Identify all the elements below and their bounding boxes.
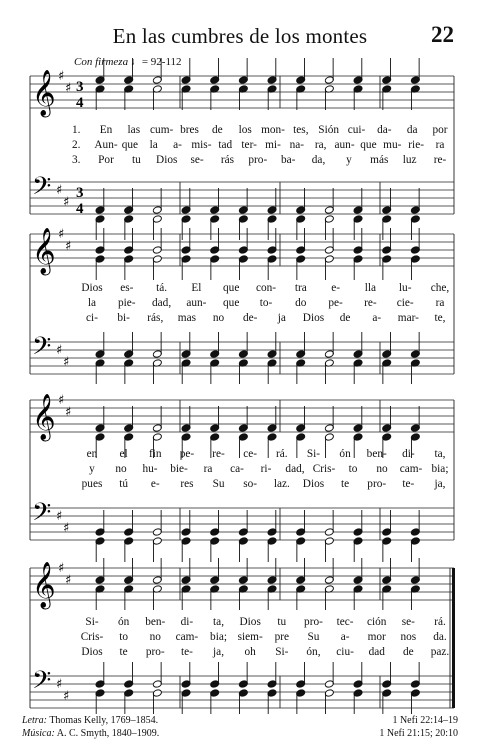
lyric-syllable: to xyxy=(348,463,358,475)
lyric-syllable: te- xyxy=(180,646,193,658)
lyric-syllable: que xyxy=(223,282,240,294)
lyric-syllable: to- xyxy=(259,297,273,309)
lyric-line-verse-1 xyxy=(0,448,480,462)
lyric-syllable: hu- xyxy=(142,463,158,475)
lyric-syllable: El xyxy=(191,282,202,294)
lyric-syllable: ja, xyxy=(213,646,225,658)
lyric-syllable: te, xyxy=(434,312,446,324)
lyric-syllable: a- xyxy=(372,312,382,324)
lyric-syllable: ta, xyxy=(213,616,225,628)
lyric-syllable: mar- xyxy=(397,312,419,324)
lyric-syllable: la xyxy=(87,297,97,309)
lyric-syllable: que xyxy=(223,297,240,309)
sharp-icon: ♯ xyxy=(63,195,70,210)
lyric-syllable: ben- xyxy=(145,616,166,628)
credits-left xyxy=(22,714,159,740)
lyric-syllable: ta, xyxy=(434,448,446,460)
lyric-line-verse-1 xyxy=(0,616,480,630)
lyric-syllable: tra xyxy=(294,282,307,294)
lyric-syllable: res xyxy=(180,478,194,490)
lyric-syllable: di- xyxy=(402,448,415,460)
lyric-syllable: so- xyxy=(243,478,258,490)
lyric-syllable: se- xyxy=(190,154,204,166)
musica-label: Música: xyxy=(22,728,55,739)
scripture-reference-2: 1 Nefi 21:15; 20:10 xyxy=(379,728,458,739)
lyric-syllable: ciu- xyxy=(336,646,354,658)
sharp-icon: ♯ xyxy=(65,573,72,588)
lyric-syllable: Dios xyxy=(81,282,103,294)
sharp-icon: ♯ xyxy=(58,561,65,576)
lyric-syllable: tad xyxy=(218,139,233,151)
lyric-syllable: siem- xyxy=(237,631,263,643)
lyric-syllable: pe- xyxy=(179,448,195,460)
lyric-syllable: de xyxy=(211,124,223,136)
lyric-syllable: ter- xyxy=(241,139,257,151)
hymn-title: En las cumbres de los montes xyxy=(112,24,368,48)
quarter-note-icon: ♩ xyxy=(130,56,142,68)
lyric-syllable: por xyxy=(432,124,448,136)
bass-notes xyxy=(95,510,420,562)
lyric-syllable: no xyxy=(212,312,225,324)
lyric-syllable: y xyxy=(346,154,352,166)
verse-number: 2. xyxy=(72,139,81,151)
lyric-syllable: na- xyxy=(289,139,305,151)
lyric-syllable: mis- xyxy=(191,139,212,151)
lyric-syllable: bres xyxy=(180,124,199,136)
lyric-syllable: cie- xyxy=(396,297,414,309)
lyric-syllable: dad, xyxy=(285,463,305,475)
lyric-line-verse-3 xyxy=(0,478,480,492)
sharp-icon: ♯ xyxy=(56,343,63,358)
lyric-syllable: dad xyxy=(368,646,385,658)
lyric-syllable: paz. xyxy=(430,646,450,658)
lyric-syllable: mi- xyxy=(265,139,281,151)
lyric-syllable: bi- xyxy=(117,312,130,324)
lyric-syllable: no xyxy=(149,631,161,643)
lyric-syllable: ja, xyxy=(434,478,446,490)
sharp-icon: ♯ xyxy=(58,227,65,242)
lyric-syllable: re- xyxy=(364,297,377,309)
lyric-syllable: ce- xyxy=(243,448,258,460)
musica-author: A. C. Smyth, 1840–1909. xyxy=(56,728,160,739)
lyric-syllable: mon- xyxy=(261,124,285,136)
lyric-syllable: ón, xyxy=(306,646,321,658)
lyric-syllable: ra xyxy=(435,139,445,151)
lyric-syllable: a- xyxy=(340,631,350,643)
time-signature-bottom: 4 xyxy=(76,95,84,111)
metronome-range: = 92-112 xyxy=(141,56,182,68)
lyric-syllable: mas xyxy=(177,312,197,324)
lyric-syllable: ci- xyxy=(86,312,98,324)
lyric-syllable: ra, xyxy=(314,139,327,151)
lyric-syllable: ben- xyxy=(366,448,387,460)
lyric-syllable: lla xyxy=(364,282,377,294)
lyric-syllable: cum- xyxy=(150,124,174,136)
lyric-syllable: laz. xyxy=(273,478,290,490)
lyric-syllable: lu- xyxy=(398,282,412,294)
lyric-syllable: con- xyxy=(255,282,277,294)
sharp-icon: ♯ xyxy=(56,509,63,524)
lyric-syllable: el xyxy=(119,448,128,460)
sharp-icon: ♯ xyxy=(65,81,72,96)
lyric-syllable: da, xyxy=(311,154,326,166)
lyric-syllable: da. xyxy=(433,631,447,643)
lyric-syllable: tu xyxy=(277,616,287,628)
treble-clef-icon: 𝄞 xyxy=(32,562,56,608)
lyric-syllable: dad, xyxy=(152,297,172,309)
lyric-syllable: tu xyxy=(131,154,141,166)
time-signature-top: 3 xyxy=(76,79,84,95)
treble-clef-icon: 𝄞 xyxy=(32,394,56,440)
lyric-syllable: Dios xyxy=(81,646,103,658)
lyric-syllable: más xyxy=(370,154,389,166)
lyric-syllable: rás, xyxy=(147,312,164,324)
lyric-syllable: tú xyxy=(119,478,129,490)
letra-author: Thomas Kelly, 1769–1854. xyxy=(49,715,159,726)
lyric-syllable: ón xyxy=(117,616,130,628)
lyric-syllable: re- xyxy=(212,448,225,460)
lyric-syllable: de xyxy=(339,312,351,324)
lyric-syllable: ca- xyxy=(230,463,244,475)
lyric-syllable: aun- xyxy=(186,297,207,309)
lyric-syllable: pro- xyxy=(367,478,387,490)
bass-clef-icon: 𝄢 xyxy=(32,498,52,533)
lyric-syllable: pues xyxy=(81,478,103,490)
lyric-syllable: bia; xyxy=(210,631,228,643)
lyric-syllable: rá. xyxy=(434,616,446,628)
lyric-syllable: te xyxy=(119,646,128,658)
lyric-syllable: en xyxy=(86,448,98,460)
lyric-syllable: rás xyxy=(220,154,235,166)
lyric-syllable: fin xyxy=(148,448,162,460)
lyric-syllable: do xyxy=(295,297,307,309)
lyric-syllable: pro- xyxy=(145,646,165,658)
lyric-syllable: de- xyxy=(242,312,258,324)
lyric-syllable: de xyxy=(403,646,414,658)
lyric-syllable: che, xyxy=(430,282,450,294)
lyric-syllable: aun- xyxy=(334,139,355,151)
lyric-syllable: Su xyxy=(212,478,225,490)
lyric-line-verse-1 xyxy=(0,282,480,296)
credits-right xyxy=(379,714,458,740)
bass-clef-icon: 𝄢 xyxy=(32,666,52,701)
lyric-syllable: tá. xyxy=(156,282,168,294)
lyric-syllable: mu- xyxy=(383,139,402,151)
lyric-syllable: no xyxy=(115,463,127,475)
verse-number: 3. xyxy=(72,154,81,166)
lyric-syllable: ri- xyxy=(260,463,272,475)
sharp-icon: ♯ xyxy=(63,689,70,704)
lyric-line-verse-2 xyxy=(0,631,480,645)
lyric-syllable: ción xyxy=(366,616,387,628)
lyric-syllable: to xyxy=(119,631,129,643)
lyric-syllable: bia; xyxy=(431,463,449,475)
verse-number: 1. xyxy=(72,124,81,136)
lyric-syllable: nos xyxy=(400,631,417,643)
lyric-syllable: En xyxy=(99,124,113,136)
lyric-syllable: cui- xyxy=(347,124,366,136)
lyric-syllable: a- xyxy=(173,139,182,151)
lyric-syllable: ra xyxy=(435,297,445,309)
lyric-line-verse-1 xyxy=(0,124,480,138)
bass-clef-icon: 𝄢 xyxy=(32,332,52,367)
lyric-syllable: Dios xyxy=(302,312,325,324)
lyric-syllable: Cris- xyxy=(80,631,104,643)
lyric-syllable: Cris- xyxy=(312,463,336,475)
treble-clef-icon: 𝄞 xyxy=(32,228,56,274)
sharp-icon: ♯ xyxy=(56,183,63,198)
lyric-syllable: oh xyxy=(244,646,256,658)
lyric-line-verse-2 xyxy=(0,463,480,477)
lyric-line-verse-2 xyxy=(0,297,480,311)
bass-clef-icon: 𝄢 xyxy=(32,172,52,207)
sharp-icon: ♯ xyxy=(65,405,72,420)
lyric-syllable: ba- xyxy=(280,154,296,166)
lyric-syllable: te- xyxy=(402,478,415,490)
lyric-syllable: es- xyxy=(120,282,134,294)
lyric-syllable: que xyxy=(360,139,377,151)
lyric-syllable: Aun- xyxy=(94,139,118,151)
lyric-syllable: te xyxy=(341,478,350,490)
lyric-syllable: Sión xyxy=(318,124,340,136)
lyric-syllable: Su xyxy=(307,631,320,643)
tempo-text: Con firmeza xyxy=(74,56,129,68)
lyric-line-verse-3 xyxy=(0,312,480,326)
lyric-syllable: di- xyxy=(180,616,194,628)
bass-notes xyxy=(95,662,420,714)
lyric-syllable: cam- xyxy=(399,463,423,475)
lyric-syllable: pe- xyxy=(328,297,343,309)
lyric-syllable: pre xyxy=(274,631,290,643)
lyric-syllable: da xyxy=(406,124,418,136)
lyric-syllable: pro- xyxy=(248,154,268,166)
lyric-syllable: Si- xyxy=(85,616,99,628)
treble-notes xyxy=(95,228,420,280)
sharp-icon: ♯ xyxy=(58,393,65,408)
lyric-syllable: ja xyxy=(277,312,286,324)
lyric-syllable: rá. xyxy=(276,448,288,460)
treble-clef-icon: 𝄞 xyxy=(32,70,56,116)
scripture-reference-1: 1 Nefi 22:14–19 xyxy=(392,715,458,726)
sharp-icon: ♯ xyxy=(63,521,70,536)
lyric-syllable: Si- xyxy=(306,448,321,460)
lyric-syllable: ra xyxy=(203,463,213,475)
lyric-syllable: rie- xyxy=(408,139,424,151)
lyric-syllable: tec- xyxy=(336,616,354,628)
lyric-syllable: ón xyxy=(339,448,351,460)
lyric-syllable: da- xyxy=(377,124,392,136)
lyric-syllable: tes, xyxy=(293,124,309,136)
sharp-icon: ♯ xyxy=(65,239,72,254)
time-signature-top: 3 xyxy=(76,185,84,201)
lyric-line-verse-3 xyxy=(0,154,480,168)
lyric-syllable: los xyxy=(238,124,252,136)
sharp-icon: ♯ xyxy=(63,355,70,370)
lyric-syllable: Si- xyxy=(275,646,289,658)
lyric-syllable: se- xyxy=(401,616,415,628)
lyric-syllable: Dios xyxy=(239,616,261,628)
lyric-syllable: luz xyxy=(402,154,417,166)
lyric-syllable: que xyxy=(121,139,138,151)
lyric-syllable: no xyxy=(376,463,388,475)
lyric-syllable: la xyxy=(149,139,158,151)
lyric-syllable: mor xyxy=(367,631,386,643)
time-signature-bottom: 4 xyxy=(76,201,84,217)
lyric-syllable: las xyxy=(127,124,141,136)
lyric-syllable: re- xyxy=(433,154,447,166)
lyric-syllable: Dios xyxy=(302,478,325,490)
lyric-syllable: bie- xyxy=(170,463,188,475)
lyric-syllable: y xyxy=(89,463,95,475)
letra-label: Letra: xyxy=(22,715,47,726)
lyric-syllable: cam- xyxy=(175,631,199,643)
lyric-line-verse-3 xyxy=(0,646,480,660)
hymn-number: 22 xyxy=(431,22,454,47)
lyric-syllable: Por xyxy=(98,154,114,166)
lyric-line-verse-2 xyxy=(0,139,480,153)
lyric-syllable: Dios xyxy=(156,154,178,166)
sharp-icon: ♯ xyxy=(56,677,63,692)
lyric-syllable: pro- xyxy=(304,616,323,628)
lyric-syllable: pie- xyxy=(118,297,136,309)
sharp-icon: ♯ xyxy=(58,69,65,84)
lyric-syllable: e- xyxy=(150,478,160,490)
lyric-syllable: e- xyxy=(331,282,340,294)
